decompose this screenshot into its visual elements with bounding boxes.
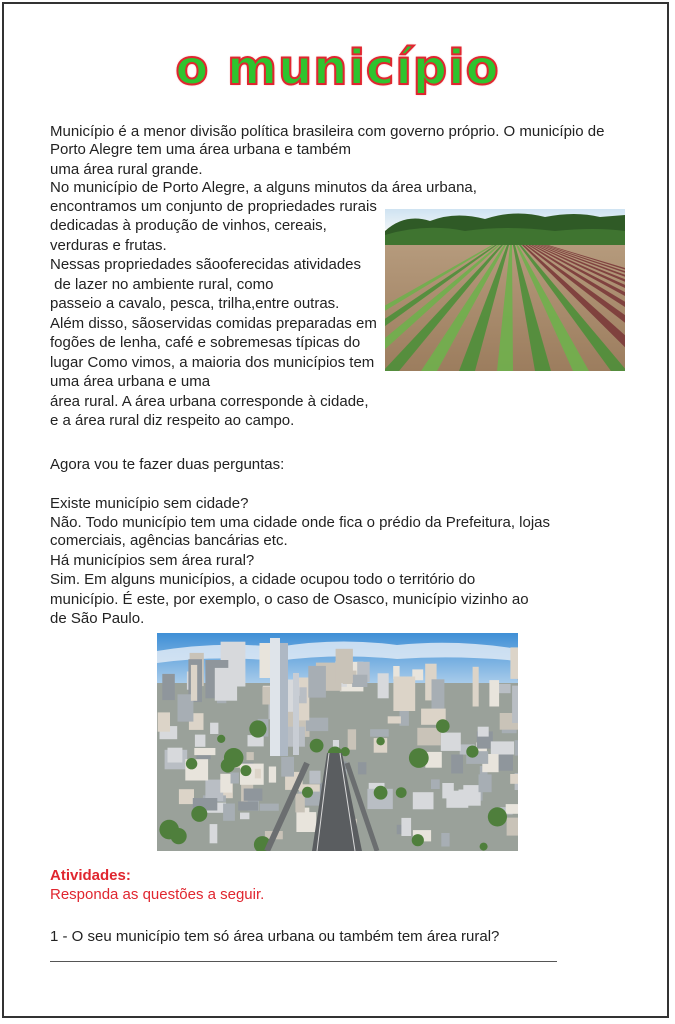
body-line: verduras e frutas. [50,237,167,254]
body-line: lugar Como vimos, a maioria dos municípios tem [50,354,375,371]
activities-heading: Atividades: [50,867,131,884]
questions-intro: Agora vou te fazer duas perguntas: [50,456,285,473]
question-2: Há municípios sem área rural? [50,552,255,569]
activity-question-1: 1 - O seu município tem só área urbana ou também tem área rural? [50,928,500,945]
answer-2-line-3: de São Paulo. [50,610,145,627]
body-line: uma área urbana e uma [50,373,211,390]
urban-aerial-city-photo [157,633,518,851]
intro-line-3: uma área rural grande. [50,161,203,178]
answer-2-line-2: município. É este, por exemplo, o caso de Osasco, município vizinho ao [50,591,529,608]
question-1: Existe município sem cidade? [50,495,249,512]
rural-crop-field-photo [385,209,625,371]
body-line: encontramos um conjunto de propriedades rurais [50,198,377,215]
body-line: área rural. A área urbana corresponde à cidade, [50,393,369,410]
body-line: de lazer no ambiente rural, como [50,276,274,293]
activities-instruction: Responda as questões a seguir. [50,886,265,903]
body-line: passeio a cavalo, pesca, trilha,entre outras. [50,295,340,312]
answer-1-line-1: Não. Todo município tem uma cidade onde fica o prédio da Prefeitura, lojas [50,514,551,531]
body-line: No município de Porto Alegre, a alguns minutos da área urbana, [50,179,477,196]
body-line: e a área rural diz respeito ao campo. [50,412,295,429]
answer-2-line-1: Sim. Em alguns municípios, a cidade ocupou todo o território do [50,571,476,588]
body-line: dedicadas à produção de vinhos, cereais, [50,217,327,234]
body-line: fogões de lenha, café e sobremesas típicas do [50,334,361,351]
answer-1-line-2: comerciais, agências bancárias etc. [50,532,288,549]
body-line: Além disso, sãoservidas comidas preparadas em [50,315,377,332]
answer-line[interactable] [50,961,557,962]
page-title: o município [175,40,500,96]
body-line: Nessas propriedades sãooferecidas atividades [50,256,362,273]
intro-line-1: Município é a menor divisão política brasileira com governo próprio. O município de [50,123,605,140]
intro-line-2: Porto Alegre tem uma área urbana e também [50,141,351,158]
